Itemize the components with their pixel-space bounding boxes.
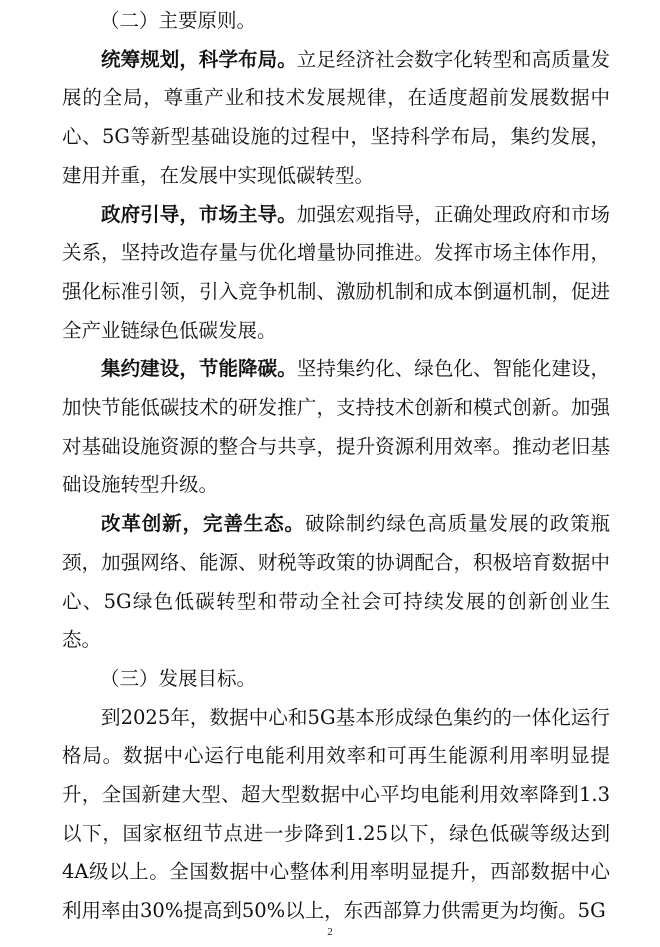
paragraph-lead: 政府引导，市场主导。 bbox=[101, 202, 297, 226]
paragraph-text: 坚持集约化、绿色化、智能化建设，加快节能低碳技术的研发推广，支持技术创新和模式创新。加强对基础设施资源的整合与共享，提升资源利用效率。推动老旧基础设施转型升级。 bbox=[62, 357, 610, 497]
section-heading-goals: （三）发展目标。 bbox=[100, 666, 257, 690]
document-page bbox=[62, 2, 610, 931]
paragraph-text: 加强宏观指导，正确处理政府和市场关系，坚持改造存量与优化增量协同推进。发挥市场主体作用，强化标准引领，引入竞争机制、激励机制和成本倒逼机制，促进全产业链绿色低碳发展。 bbox=[62, 202, 610, 342]
paragraph-lead: 集约建设，节能降碳。 bbox=[101, 357, 297, 381]
paragraph-text: 到2025年，数据中心和5G基本形成绿色集约的一体化运行格局。数据中心运行电能利用效率和可再生能源利用率明显提升，全国新建大型、超大型数据中心平均电能利用效率降到1.3以下，国家枢纽节点进一步降到1.25以下，绿色低碳等级达到4A级以上。全国数据中心整体利用率明显提升，西部数据中心利用率由30%提高到50%以上，东西部算力供需更为均衡。5G bbox=[62, 705, 610, 923]
paragraph-lead: 统筹规划，科学布局。 bbox=[101, 47, 297, 71]
paragraph-lead: 改革创新，完善生态。 bbox=[101, 512, 305, 536]
paragraph-reform-innovation bbox=[62, 505, 610, 660]
paragraph-goals-2025 bbox=[62, 699, 610, 931]
paragraph-planning bbox=[62, 41, 610, 196]
paragraph-intensive-construction bbox=[62, 350, 610, 505]
page-number: 2 bbox=[327, 926, 333, 938]
paragraph-government-guidance bbox=[62, 196, 610, 351]
paragraph-text: 立足经济社会数字化转型和高质量发展的全局，尊重产业和技术发展规律，在适度超前发展数据中心、5G等新型基础设施的过程中，坚持科学布局，集约发展，建用并重，在发展中实现低碳转型。 bbox=[62, 47, 610, 187]
section-heading-principles: （二）主要原则。 bbox=[100, 9, 257, 32]
paragraph-text: 破除制约绿色高质量发展的政策瓶颈，加强网络、能源、财税等政策的协调配合，积极培育数据中心、5G绿色低碳转型和带动全社会可持续发展的创新创业生态。 bbox=[62, 512, 610, 652]
